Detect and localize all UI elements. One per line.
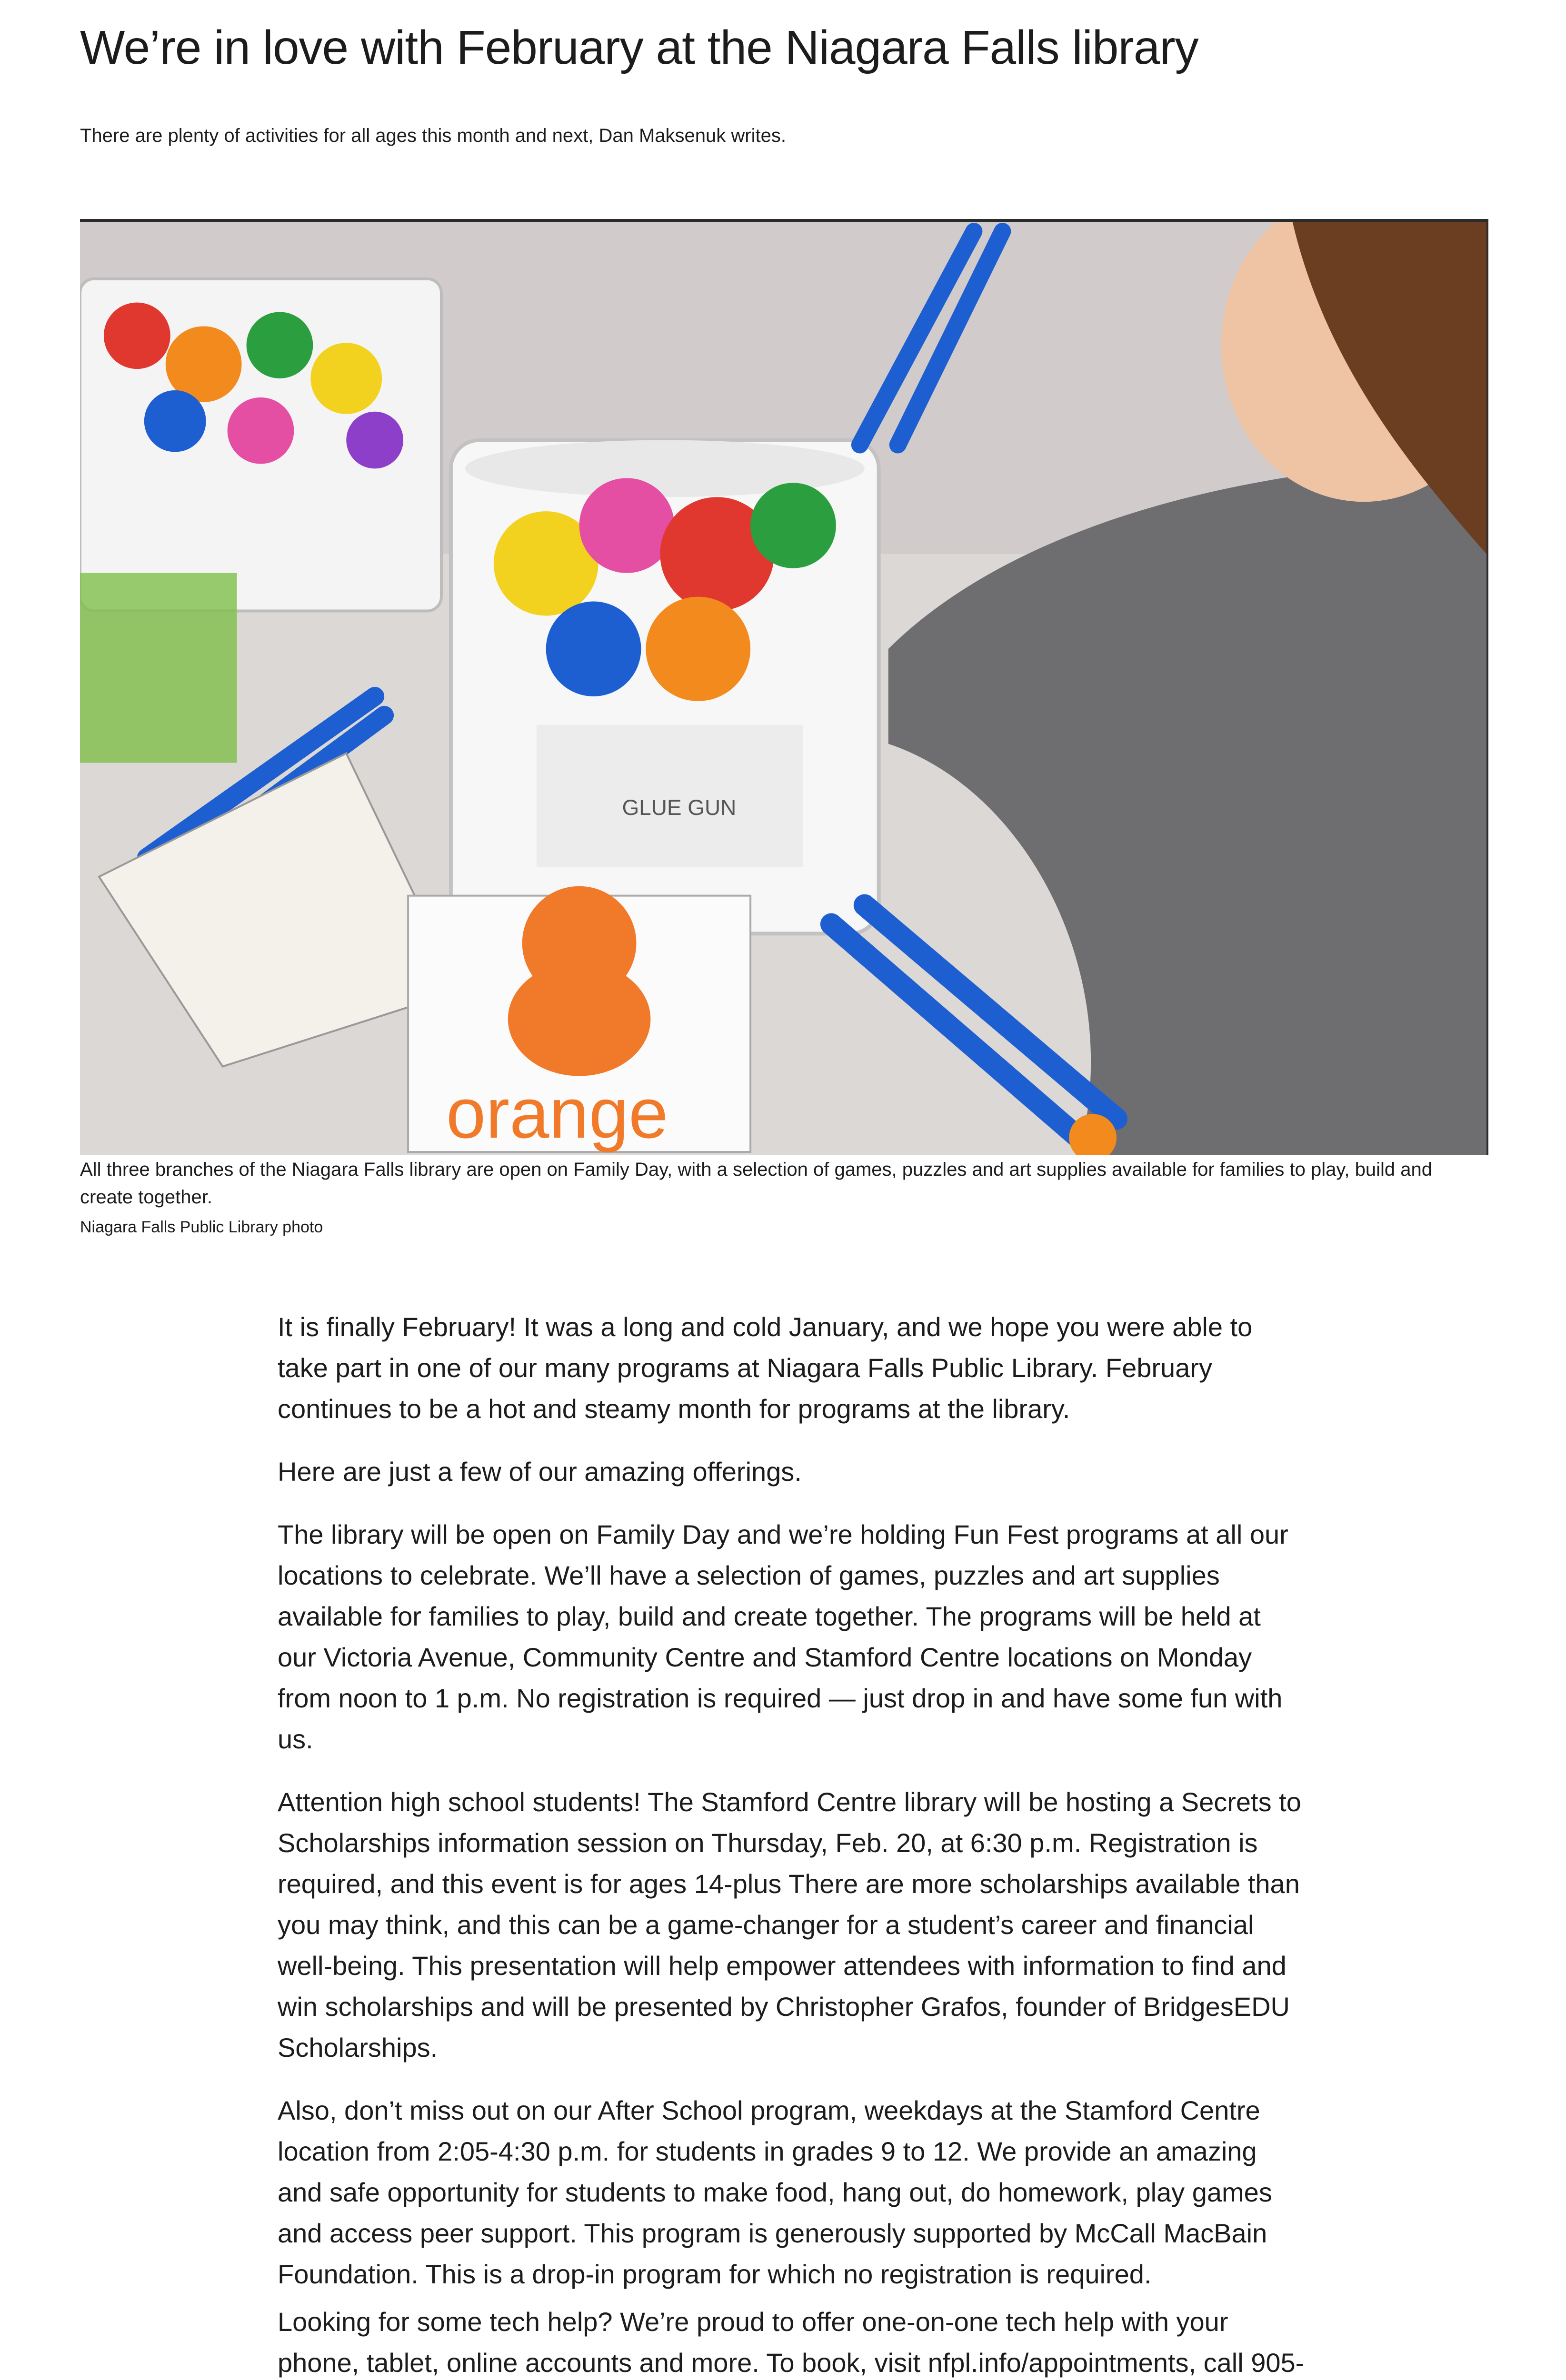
craft-table-illustration (80, 222, 1486, 1155)
photo-credit: Niagara Falls Public Library photo (80, 1218, 323, 1236)
article-deck: There are plenty of activities for all ages this month and next, Dan Maksenuk writes. (80, 125, 786, 146)
paragraph: The library will be open on Family Day and we’re holding Fun Fest programs at all our locations to celebrate. We’ll have a selection of games, puzzles and art supplies available for families to play, build and create together. The programs will be held at our Victoria Avenue, Community Centre and Stamford Centre locations on Monday from noon to 1 p.m. No registration is required — just drop in and have some fun with us. (278, 1519, 1288, 1754)
paragraph: Also, don’t miss out on our After School program, weekdays at the Stamford Centre location from 2:05-4:30 p.m. for students in grades 9 to 12. We provide an amazing and safe opportunity for students to make food, hang out, do homework, play games and access peer support. This program is generously supported by McCall MacBain Foundation. This is a drop-in program for which no registration is required. (278, 2095, 1272, 2289)
sign-text: orange (446, 1073, 668, 1153)
basket-left (80, 279, 441, 611)
article-photo (80, 219, 1488, 1155)
photo-caption: All three branches of the Niagara Falls library are open on Family Day, with a selection of games, puzzles and art supplies available for families to play, build and create together. (80, 1159, 1432, 1208)
paragraph: Looking for some tech help? We’re proud to offer one-on-one tech help with your phone, tablet, online accounts and more. To book, visit nfpl.info/appointments, call 905- (278, 2307, 1305, 2378)
basket-center (451, 440, 879, 934)
article-body (278, 1307, 1306, 2380)
orange-sign (408, 886, 750, 1153)
bin-label: GLUE GUN (622, 795, 737, 820)
paragraph: Attention high school students! The Stamford Centre library will be hosting a Secrets to Scholarships information session on Thursday, Feb. 20, at 6:30 p.m. Registration is required, and this event is for ages 14-plus There are more scholarships available than you may think, and this can be a game-changer for a student’s career and financial well-being. This presentation will help empower attendees with information to find and win scholarships and will be presented by Christopher Grafos, founder of BridgesEDU Scholarships. (278, 1787, 1301, 2063)
paragraph: It is finally February! It was a long and cold January, and we hope you were able to take part in one of our many programs at Niagara Falls Public Library. February continues to be a hot and steamy month for programs at the library. (278, 1312, 1253, 1424)
article-headline: We’re in love with February at the Niagara Falls library (80, 21, 1198, 74)
paragraph: Here are just a few of our amazing offerings. (278, 1457, 802, 1487)
